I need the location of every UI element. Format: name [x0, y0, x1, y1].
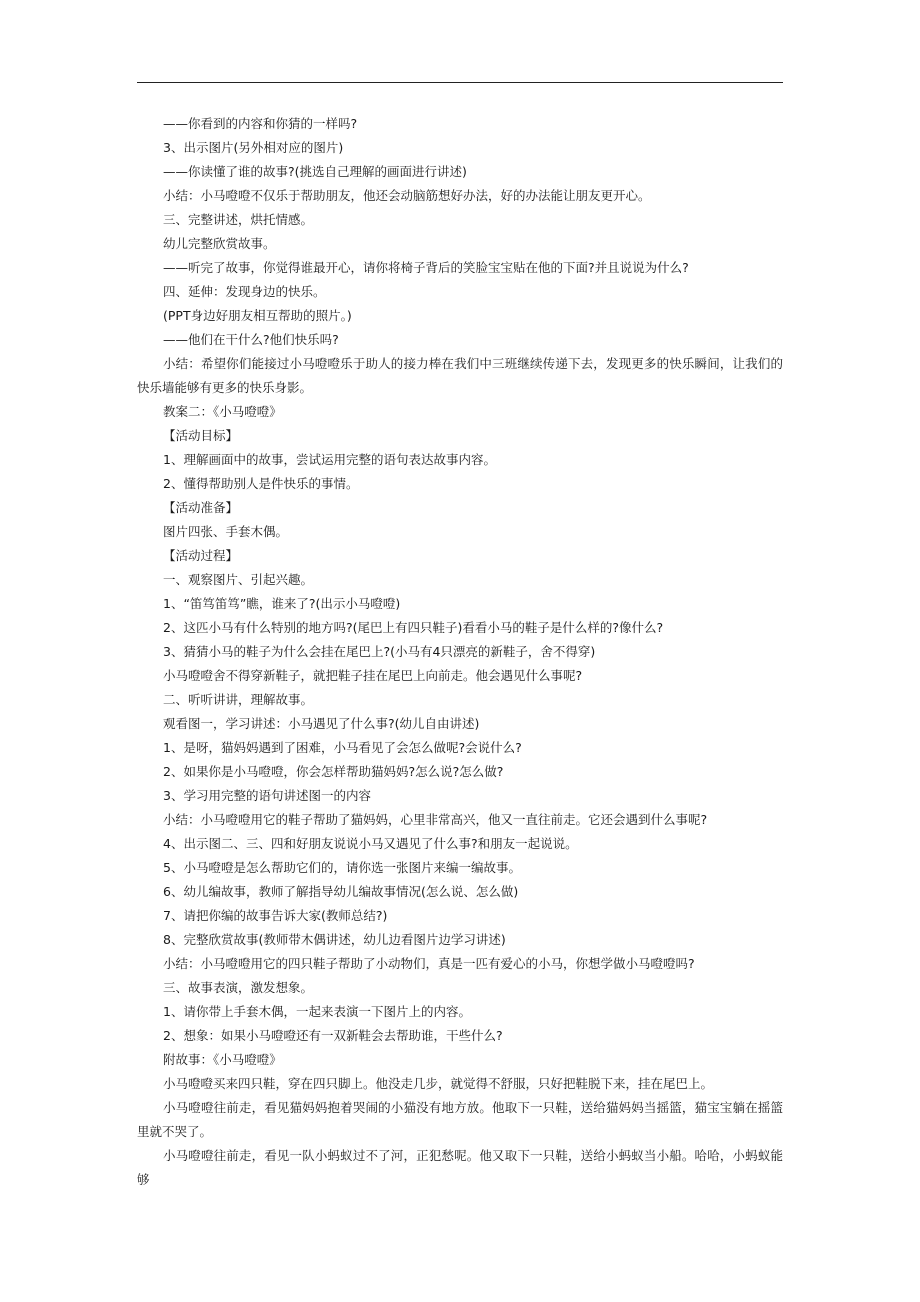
paragraph-line: 1、理解画面中的故事，尝试运用完整的语句表达故事内容。	[163, 452, 496, 467]
paragraph-line: 1、是呀，猫妈妈遇到了困难，小马看见了会怎么做呢?会说什么?	[163, 740, 522, 755]
paragraph-line: 三、完整讲述，烘托情感。	[163, 212, 314, 227]
paragraph-line: 四、延伸：发现身边的快乐。	[163, 284, 326, 299]
paragraph-line: ——他们在干什么?他们快乐吗?	[163, 332, 339, 347]
paragraph-line: 2、如果你是小马噔噔，你会怎样帮助猫妈妈?怎么说?怎么做?	[163, 764, 504, 779]
paragraph-line: 教案二：《小马噔噔》	[163, 404, 282, 419]
paragraph-line: 3、猜猜小马的鞋子为什么会挂在尾巴上?(小马有4只漂亮的新鞋子，舍不得穿)	[163, 644, 596, 659]
paragraph-line: 3、学习用完整的语句讲述图一的内容	[163, 788, 371, 803]
paragraph-line: 附故事：《小马噔噔》	[163, 1052, 282, 1067]
paragraph-line: 5、小马噔噔是怎么帮助它们的，请你选一张图片来编一编故事。	[163, 860, 521, 875]
paragraph-line: 3、出示图片(另外相对应的图片)	[163, 140, 344, 155]
paragraph-line: 二、听听讲讲，理解故事。	[163, 692, 314, 707]
paragraph-line: 7、请把你编的故事告诉大家(教师总结?)	[163, 908, 388, 923]
paragraph-line: 小结：希望你们能接过小马噔噔乐于助人的接力棒在我们中三班继续传递下去，发现更多的快乐瞬间，让我们的快乐墙能够有更多的快乐身影。	[137, 356, 783, 395]
paragraph-line: 【活动准备】	[163, 500, 239, 515]
paragraph-line: 6、幼儿编故事，教师了解指导幼儿编故事情况(怎么说、怎么做)	[163, 884, 519, 899]
header-rule	[137, 82, 783, 83]
paragraph-line: 2、这匹小马有什么特别的地方吗?(尾巴上有四只鞋子)看看小马的鞋子是什么样的?像什么?	[163, 620, 664, 635]
paragraph-line: ——听完了故事，你觉得谁最开心，请你将椅子背后的笑脸宝宝贴在他的下面?并且说说为什么?	[163, 260, 689, 275]
paragraph-line: 小结：小马噔噔用它的鞋子帮助了猫妈妈，心里非常高兴，他又一直往前走。它还会遇到什么事呢?	[163, 812, 708, 827]
paragraph-line: ——你读懂了谁的故事?(挑选自己理解的画面进行讲述)	[163, 164, 467, 179]
paragraph-line: 小马噔噔舍不得穿新鞋子，就把鞋子挂在尾巴上向前走。他会遇见什么事呢?	[163, 668, 583, 683]
paragraph-line: 图片四张、手套木偶。	[163, 524, 289, 539]
paragraph-line: 4、出示图二、三、四和好朋友说说小马又遇见了什么事?和朋友一起说说。	[163, 836, 578, 851]
paragraph-line: 8、完整欣赏故事(教师带木偶讲述，幼儿边看图片边学习讲述)	[163, 932, 506, 947]
paragraph-line: 小马噔噔往前走，看见猫妈妈抱着哭闹的小猫没有地方放。他取下一只鞋，送给猫妈妈当摇篮，猫宝宝躺在摇篮里就不哭了。	[137, 1100, 783, 1139]
paragraph-line: (PPT身边好朋友相互帮助的照片。)	[163, 308, 352, 323]
paragraph-line: 1、“笛笃笛笃”瞧，谁来了?(出示小马噔噔)	[163, 596, 401, 611]
paragraph-line: 小结：小马噔噔用它的四只鞋子帮助了小动物们，真是一匹有爱心的小马，你想学做小马噔噔吗?	[163, 956, 695, 971]
paragraph-line: 【活动过程】	[163, 548, 239, 563]
paragraph-line: 小马噔噔买来四只鞋，穿在四只脚上。他没走几步，就觉得不舒服，只好把鞋脱下来，挂在尾巴上。	[163, 1076, 714, 1091]
paragraph-line: 三、故事表演，激发想象。	[163, 980, 314, 995]
paragraph-line: 一、观察图片、引起兴趣。	[163, 572, 314, 587]
document-body	[137, 112, 783, 1192]
paragraph-line: 2、想象：如果小马噔噔还有一双新鞋会去帮助谁，干些什么?	[163, 1028, 503, 1043]
paragraph-line: 2、懂得帮助别人是件快乐的事情。	[163, 476, 359, 491]
paragraph-line: 【活动目标】	[163, 428, 239, 443]
paragraph-line: 小结：小马噔噔不仅乐于帮助朋友，他还会动脑筋想好办法，好的办法能让朋友更开心。	[163, 188, 651, 203]
paragraph-line: 小马噔噔往前走，看见一队小蚂蚁过不了河，正犯愁呢。他又取下一只鞋，送给小蚂蚁当小船。哈哈，小蚂蚁能够	[137, 1148, 783, 1187]
paragraph-line: ——你看到的内容和你猜的一样吗?	[163, 116, 358, 131]
paragraph-line: 观看图一，学习讲述：小马遇见了什么事?(幼儿自由讲述)	[163, 716, 480, 731]
paragraph-line: 幼儿完整欣赏故事。	[163, 236, 276, 251]
paragraph-line: 1、请你带上手套木偶，一起来表演一下图片上的内容。	[163, 1004, 471, 1019]
